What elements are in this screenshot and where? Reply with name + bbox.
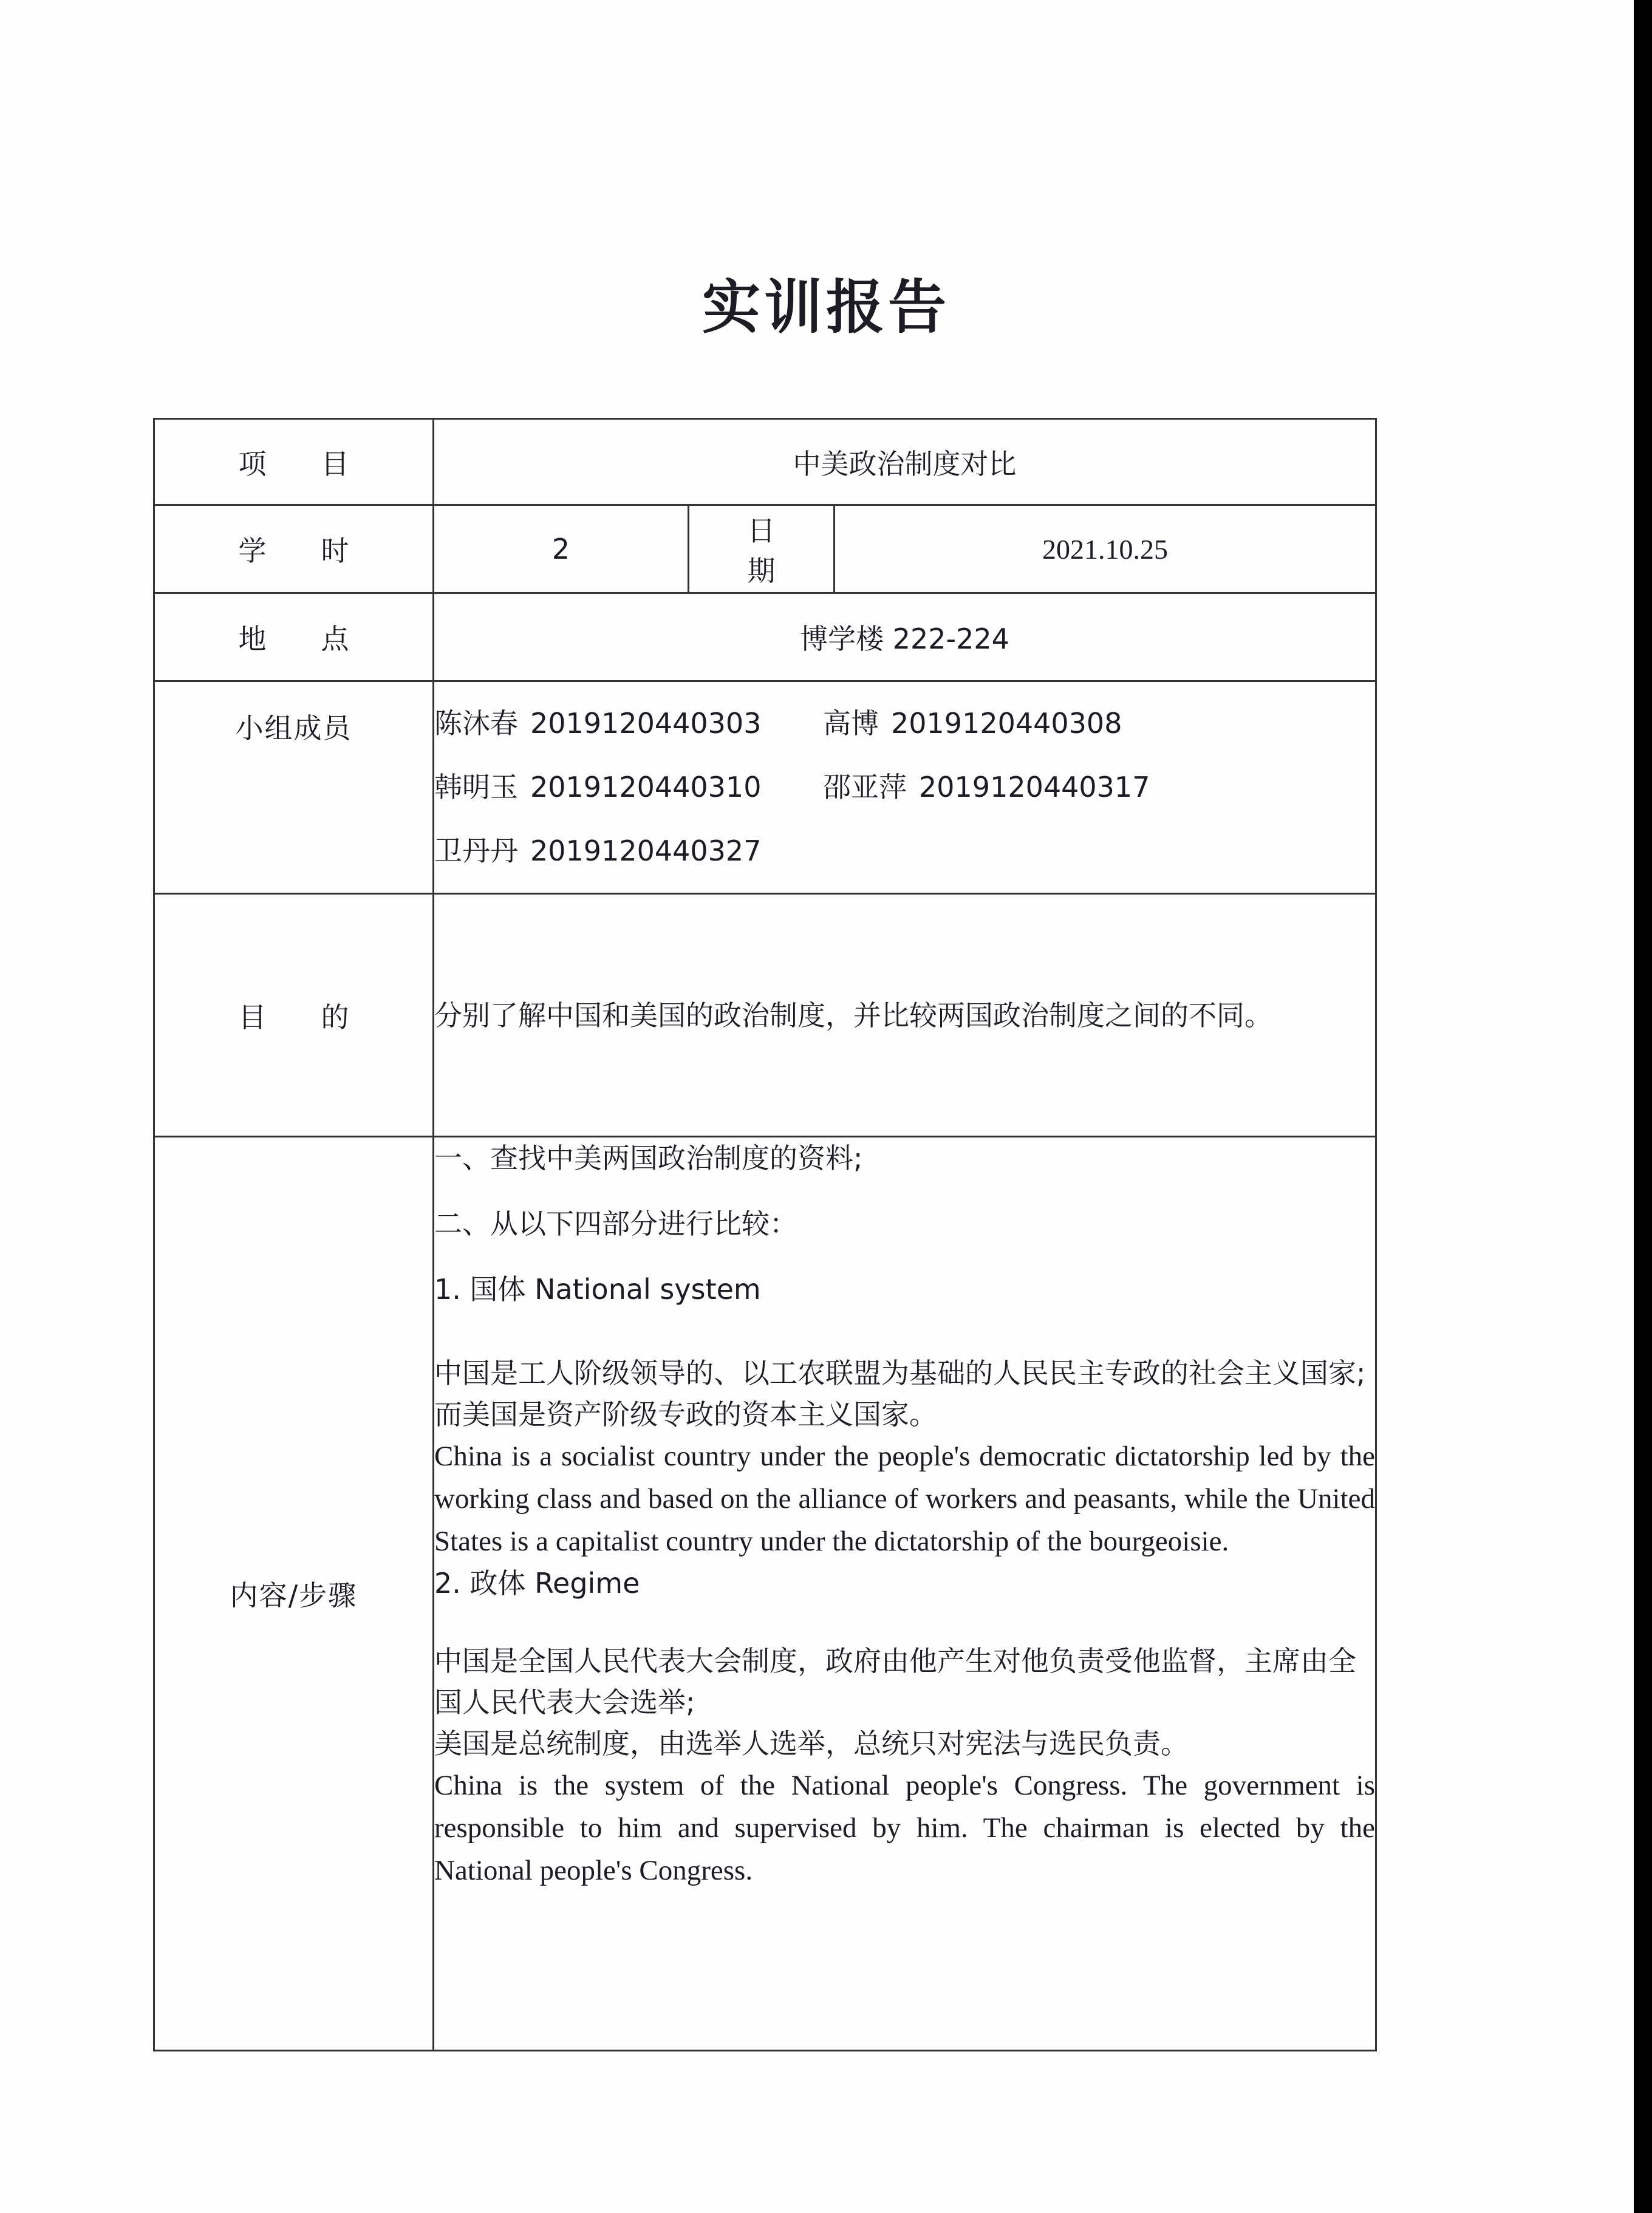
members-list — [434, 681, 1376, 894]
section-2-heading: 2. 政体 Regime — [434, 1567, 640, 1600]
hours-label: 学时 — [154, 505, 434, 593]
step-2: 二、从以下四部分进行比较： — [434, 1207, 797, 1240]
content-body — [434, 1137, 1376, 2051]
section-1-en: China is a socialist country under the people's democratic dictatorship led by the working class and based on the alliance of workers and peasants, while the United States is a capitalist country under the dictatorship of the bourgeoisie. — [434, 1441, 1376, 1557]
location-value: 博学楼 222-224 — [434, 593, 1376, 681]
section-1-heading: 1. 国体 National system — [434, 1273, 761, 1306]
row-location — [154, 593, 1376, 681]
date-value: 2021.10.25 — [835, 505, 1376, 593]
scan-edge — [1634, 0, 1652, 2213]
row-content — [154, 1137, 1376, 2051]
member-item: 韩明玉 2019120440310 — [434, 771, 762, 803]
purpose-text: 分别了解中国和美国的政治制度，并比较两国政治制度之间的不同。 — [434, 894, 1376, 1137]
row-hours-date — [154, 505, 1376, 593]
section-1-cn-2: 而美国是资产阶级专政的资本主义国家。 — [434, 1398, 937, 1431]
date-label: 日期 — [689, 505, 835, 593]
row-members — [154, 681, 1376, 894]
step-1: 一、查找中美两国政治制度的资料; — [434, 1142, 863, 1175]
location-label: 地点 — [154, 593, 434, 681]
project-label: 项目 — [154, 419, 434, 505]
section-2-cn-2: 美国是总统制度，由选举人选举，总统只对宪法与选民负责。 — [434, 1727, 1189, 1760]
section-2-cn-1: 中国是全国人民代表大会制度，政府由他产生对他负责受他监督，主席由全国人民代表大会选举; — [434, 1645, 1356, 1719]
hours-value: 2 — [434, 505, 689, 593]
purpose-label: 目的 — [154, 894, 434, 1137]
member-item: 卫丹丹 2019120440327 — [434, 834, 762, 867]
member-item: 高博 2019120440308 — [823, 707, 1122, 740]
members-label: 小组成员 — [154, 681, 434, 894]
content-label: 内容/步骤 — [154, 1137, 434, 2051]
section-2-en: China is the system of the National people's Congress. The government is responsible to him and supervised by him. The chairman is elected by the National people's Congress. — [434, 1770, 1376, 1886]
report-table — [153, 418, 1377, 2051]
section-1-cn-1: 中国是工人阶级领导的、以工农联盟为基础的人民民主专政的社会主义国家; — [434, 1357, 1366, 1390]
member-item: 陈沐春 2019120440303 — [434, 707, 762, 740]
member-item: 邵亚萍 2019120440317 — [823, 771, 1150, 803]
row-project — [154, 419, 1376, 505]
report-title: 实训报告 — [702, 273, 950, 341]
project-value: 中美政治制度对比 — [434, 419, 1376, 505]
row-purpose — [154, 894, 1376, 1137]
